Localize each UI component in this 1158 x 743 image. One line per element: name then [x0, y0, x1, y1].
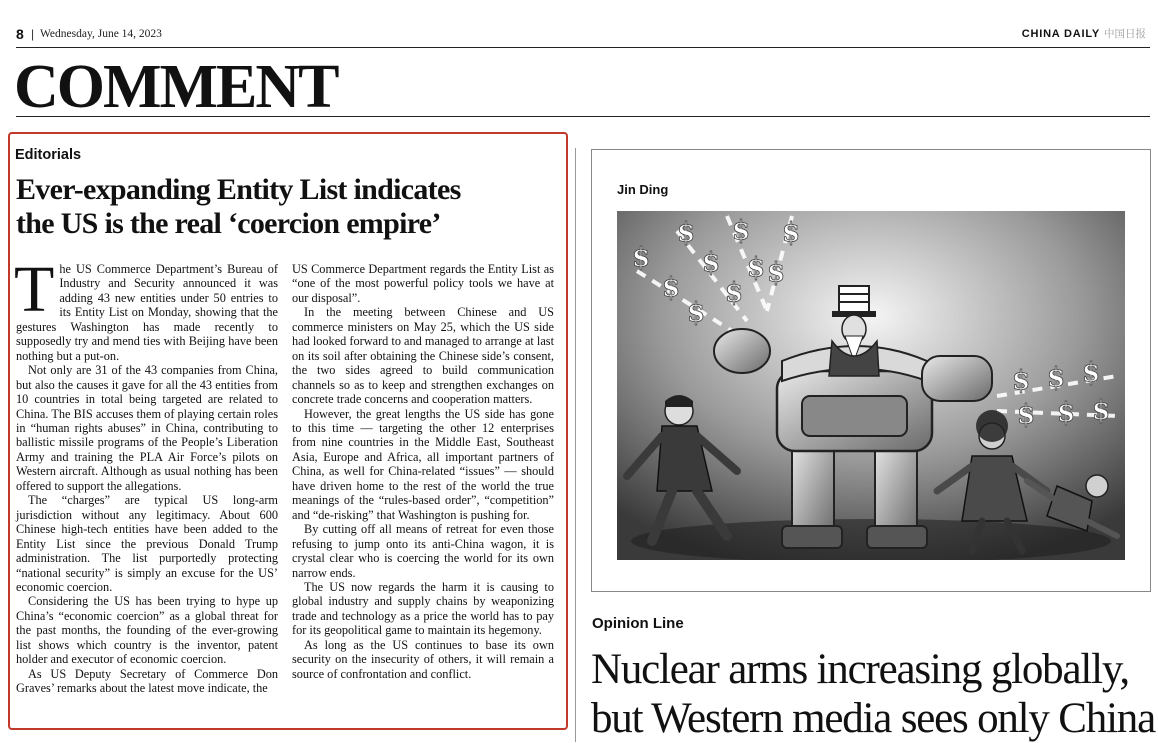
article-paragraph: As US Deputy Secretary of Commerce Don Graves’ remarks about the latest move indicate, the: [16, 666, 278, 696]
publication-logo: [1104, 26, 1150, 40]
china-daily-logo-icon: [1104, 26, 1150, 40]
svg-text:$: $: [687, 298, 706, 328]
svg-text:$: $: [767, 258, 786, 288]
editorial-headline[interactable]: [16, 173, 536, 241]
article-paragraph: Considering the US has been trying to hype up China’s “economic coercion” as a global threat for the past months, the founding of the ever-growing list shows which country is the inventor, patent holder and executor of economic coercion.: [16, 594, 278, 667]
header-separator: |: [31, 27, 35, 41]
svg-text:$: $: [725, 278, 744, 308]
svg-text:$: $: [632, 243, 651, 273]
article-paragraph: As long as the US continues to base its own security on the insecurity of others, it will remain a source of confrontation and conflict.: [292, 637, 554, 681]
svg-text:$: $: [677, 218, 696, 248]
opinion-headline-line2: but Western media sees only China: [591, 695, 1155, 742]
svg-text:$: $: [1017, 400, 1036, 430]
editorial-headline-line1: Ever-expanding Entity List indicates: [16, 173, 461, 206]
publication-date: Wednesday, June 14, 2023: [40, 28, 162, 40]
svg-text:$: $: [747, 253, 766, 283]
page-header: [16, 26, 1150, 46]
svg-text:中国日报: 中国日报: [1104, 28, 1146, 40]
svg-text:$: $: [782, 218, 801, 248]
svg-text:$: $: [1082, 358, 1101, 388]
article-paragraph: In the meeting between Chinese and US commerce ministers on May 25, which the US side had looked forward to and managed to arrange at last on its soil after obtaining the Chinese side’s consent, the two sides agreed to build communication channels so as to keep and strengthen exchanges on concrete trade concerns and cooperation matters.: [292, 305, 554, 407]
svg-text:$: $: [1012, 366, 1031, 396]
svg-text:$: $: [662, 273, 681, 303]
opinion-headline-line1: Nuclear arms increasing globally,: [591, 646, 1129, 693]
svg-text:$: $: [1092, 396, 1111, 426]
article-paragraph: The US Commerce Department’s Bureau of Industry and Security announced it was adding 43 new entities under 50 entries to its Entity List on Monday, showing that the gestures Washington has made recently to supposedly try and mend ties with Beijing have been nothing but a put-on.: [14, 253, 278, 363]
svg-text:$: $: [732, 216, 751, 246]
opinion-headline[interactable]: [591, 645, 1158, 743]
section-rule: [16, 116, 1150, 117]
svg-text:$: $: [702, 248, 721, 278]
header-rule: [16, 47, 1150, 48]
article-column-2: [292, 262, 554, 681]
drop-cap: T: [14, 253, 55, 326]
page-number: 8: [16, 26, 24, 42]
article-paragraph: Not only are 31 of the 43 companies from China, but also the causes it gave for all the 43 entities from 10 countries in total being targeted are related to China. The BIS accuses them of playing certain roles in “human rights abuses” in China, contributing to ballistic missile programs of the People’s Liberation Army and training the PLA Air Force’s pilots on Western aircraft. Although as usual nothing has been offered to support the allegations.: [16, 363, 278, 493]
editorial-headline-line2: the US is the real ‘coercion empire’: [16, 207, 441, 240]
article-paragraph: However, the great lengths the US side has gone to this time — targeting the other 12 enterprises from nine countries in the Middle East, Southeast Asia, Europe and Africa, all important partners of China, as well for China-related “issues” — should have driven home to the rest of the world the true meanings of the “rules-based order”, “competition” and “de-risking” that Washington is pushing for.: [292, 406, 554, 522]
column-divider: [575, 148, 576, 742]
svg-text:$: $: [1057, 398, 1076, 428]
article-paragraph: The “charges” are typical US long-arm jurisdiction without any legitimacy. About 600 Chinese high-tech entities have been added to the Entity List since the previous Donald Trump administration. The list purportedly protecting “national security” is simply an excuse for the US’ economic coercion.: [16, 493, 278, 594]
article-paragraph: By cutting off all means of retreat for even those refusing to jump onto its anti-China wagon, it is crystal clear who is coercing the world for its own narrow ends.: [292, 522, 554, 580]
article-column-1: [14, 253, 278, 696]
opinion-kicker: Opinion Line: [592, 615, 684, 632]
cartoon-credit: Jin Ding: [617, 182, 669, 197]
article-paragraph: The US now regards the harm it is causing to global industry and supply chains by weaponizing trade and technology as a price the world has to pay for its geopolitical game to maintain its hegemony.: [292, 579, 554, 638]
article-paragraph-continued: US Commerce Department regards the Entity List as “one of the most powerful policy tools we have at our disposal”.: [292, 262, 554, 305]
section-title: COMMENT: [14, 53, 338, 121]
svg-text:$: $: [1047, 363, 1066, 393]
publication-name: CHINA DAILY: [1021, 28, 1100, 40]
editorial-kicker: Editorials: [15, 147, 82, 163]
editorial-cartoon[interactable]: [617, 211, 1125, 560]
